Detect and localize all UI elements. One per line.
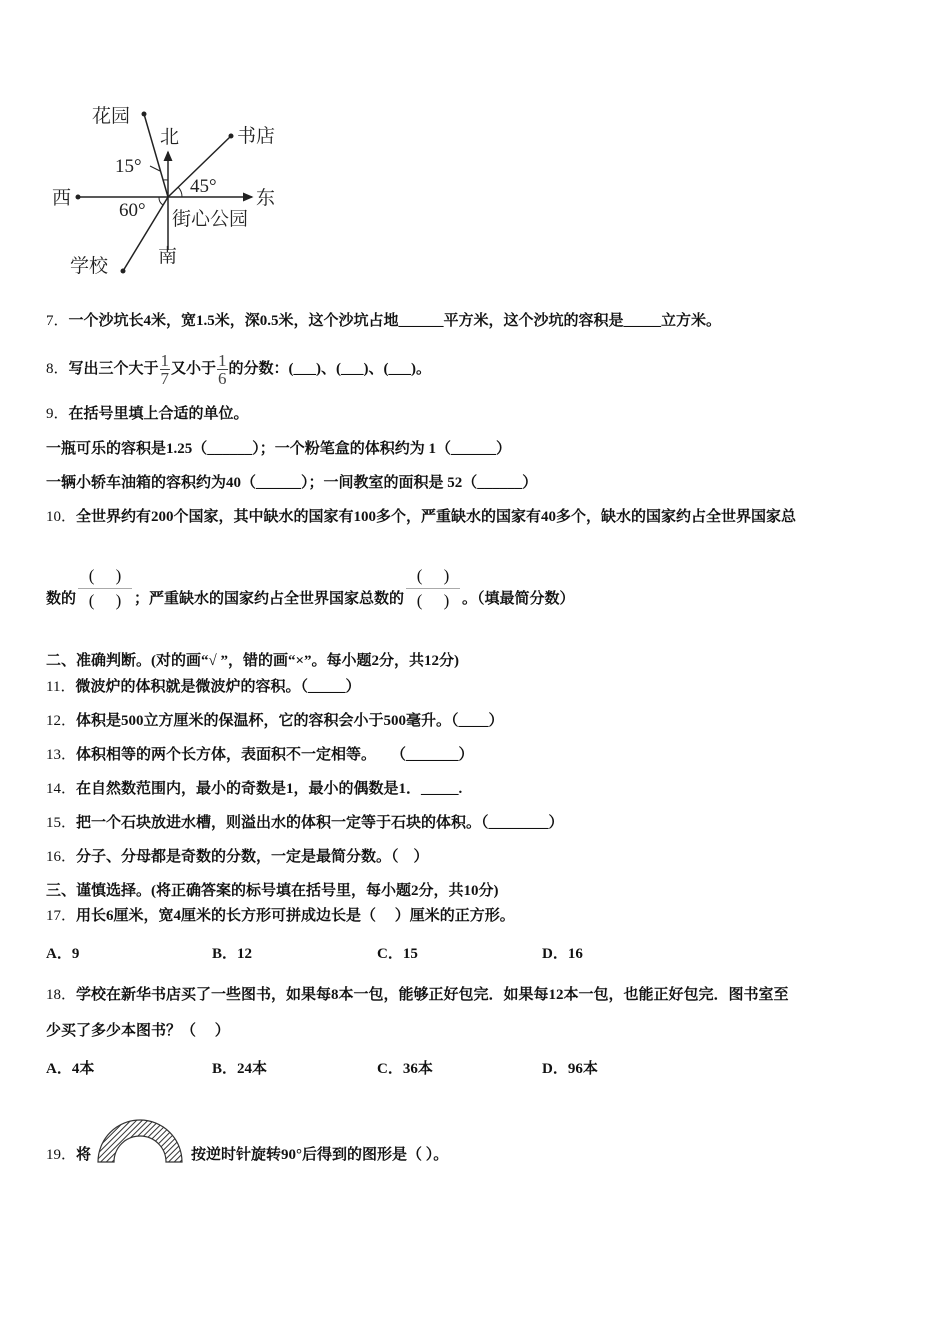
- question-number: 10．: [46, 509, 77, 525]
- question-number: 9．: [46, 406, 69, 422]
- question-10-line-2: [46, 566, 575, 611]
- question-11: [46, 678, 360, 696]
- label-south: 南: [158, 246, 178, 267]
- question-9-line-2: 一辆小轿车油箱的容积约为40（______）；一间教室的面积是 52（______）: [46, 475, 538, 491]
- label-center-park: 街心公园: [172, 209, 249, 230]
- question-number: 8．: [46, 361, 69, 377]
- question-text: 又小于: [171, 361, 217, 377]
- question-15: [46, 814, 564, 832]
- question-12: [46, 712, 504, 730]
- question-text: 微波炉的体积就是微波炉的容积。（_____）: [75, 679, 361, 695]
- question-number: 14．: [46, 781, 77, 797]
- question-17: [46, 907, 515, 925]
- fraction-blank-2[interactable]: [406, 566, 460, 611]
- denominator-blank: ( ): [406, 588, 460, 611]
- label-bookstore: 书店: [237, 126, 276, 147]
- option-a[interactable]: A．4本: [46, 1061, 95, 1077]
- question-text: 的分数：(___)、(___)、(___)。: [228, 361, 432, 377]
- label-angle-60: 60°: [119, 200, 146, 221]
- section-2-heading: 二、准确判断。(对的画“√ ”，错的画“×”。每小题2分，共12分): [46, 653, 460, 669]
- question-text: 用长6厘米，宽4厘米的长方形可拼成边长是（ ）厘米的正方形。: [76, 908, 515, 924]
- question-number: 13．: [46, 747, 77, 763]
- direction-diagram: [0, 0, 320, 300]
- question-text: 学校在新华书店买了一些图书，如果每8本一包，能够正好包完．如果每12本一包，也能正好包完．图书室至: [76, 987, 789, 1003]
- question-14: [46, 780, 462, 798]
- question-number: 16．: [46, 849, 77, 865]
- question-19: [46, 1116, 448, 1164]
- question-18-line-2: 少买了多少本图书？（ ）: [46, 1023, 230, 1039]
- question-text: 一个沙坑长4米，宽1.5米，深0.5米，这个沙坑占地______平方米，这个沙坑的容积是_____立方米。: [68, 313, 722, 329]
- option-d[interactable]: D．16: [542, 946, 583, 962]
- fraction-blank-1[interactable]: [78, 566, 132, 611]
- question-text: 把一个石块放进水槽，则溢出水的体积一定等于石块的体积。（________）: [76, 815, 564, 831]
- question-number: 11．: [46, 679, 76, 695]
- option-c[interactable]: C．15: [377, 946, 418, 962]
- question-number: 19．: [46, 1147, 77, 1163]
- question-9-line-1: 一瓶可乐的容积是1.25（______）；一个粉笔盒的体积约为 1（______）: [46, 441, 512, 457]
- question-13: [46, 746, 474, 764]
- label-garden: 花园: [92, 106, 131, 127]
- question-text: 在括号里填上合适的单位。: [68, 406, 249, 422]
- label-school: 学校: [70, 256, 109, 277]
- question-text: 将: [76, 1147, 92, 1163]
- question-number: 18．: [46, 987, 77, 1003]
- option-d[interactable]: D．96本: [542, 1061, 598, 1077]
- question-text: 写出三个大于: [68, 361, 159, 377]
- label-angle-15: 15°: [115, 156, 142, 177]
- fraction-one-seventh: [160, 352, 171, 387]
- label-angle-45: 45°: [190, 176, 217, 197]
- option-a[interactable]: A．9: [46, 946, 80, 962]
- question-8: [46, 352, 431, 387]
- question-16: [46, 848, 429, 866]
- denominator: 7: [160, 369, 170, 389]
- label-east: 东: [256, 188, 276, 209]
- option-b[interactable]: B．24本: [212, 1061, 268, 1077]
- option-b[interactable]: B．12: [212, 946, 253, 962]
- question-text: 体积是500立方厘米的保温杯，它的容积会小于500毫升。（____）: [76, 713, 504, 729]
- question-text: 数的: [46, 591, 77, 607]
- fraction-one-sixth: [217, 352, 228, 387]
- question-number: 12．: [46, 713, 77, 729]
- question-number: 15．: [46, 815, 77, 831]
- question-text: 在自然数范围内，最小的奇数是1，最小的偶数是1．_____.: [76, 781, 463, 797]
- question-number: 7．: [46, 313, 69, 329]
- numerator: 1: [160, 351, 170, 371]
- question-number: 17．: [46, 908, 77, 924]
- numerator: 1: [218, 351, 227, 371]
- section-3-heading: 三、谨慎选择。(将正确答案的标号填在括号里，每小题2分，共10分): [46, 883, 499, 899]
- question-9: [46, 405, 249, 423]
- option-c[interactable]: C．36本: [377, 1061, 433, 1077]
- label-west: 西: [52, 188, 72, 209]
- question-text: 。（填最简分数）: [462, 591, 575, 607]
- question-text: ；严重缺水的国家约占全世界国家总数的: [134, 591, 405, 607]
- numerator-blank: ( ): [88, 566, 122, 585]
- question-18: [46, 986, 789, 1004]
- question-text: 全世界约有200个国家，其中缺水的国家有100多个，严重缺水的国家有40多个，缺水的国家约占全世界国家总: [76, 509, 797, 525]
- question-text: 分子、分母都是奇数的分数，一定是最简分数。（ ）: [76, 849, 429, 865]
- numerator-blank: ( ): [416, 566, 450, 585]
- question-10: [46, 508, 796, 526]
- denominator-blank: ( ): [78, 588, 132, 611]
- question-7: [46, 312, 721, 330]
- question-text: 按逆时针旋转90°后得到的图形是（ ）。: [191, 1147, 449, 1163]
- label-north: 北: [160, 127, 180, 148]
- hatched-arch-shape: [95, 1116, 187, 1166]
- denominator: 6: [218, 369, 227, 389]
- question-text: 体积相等的两个长方体，表面积不一定相等。 （_______）: [76, 747, 474, 763]
